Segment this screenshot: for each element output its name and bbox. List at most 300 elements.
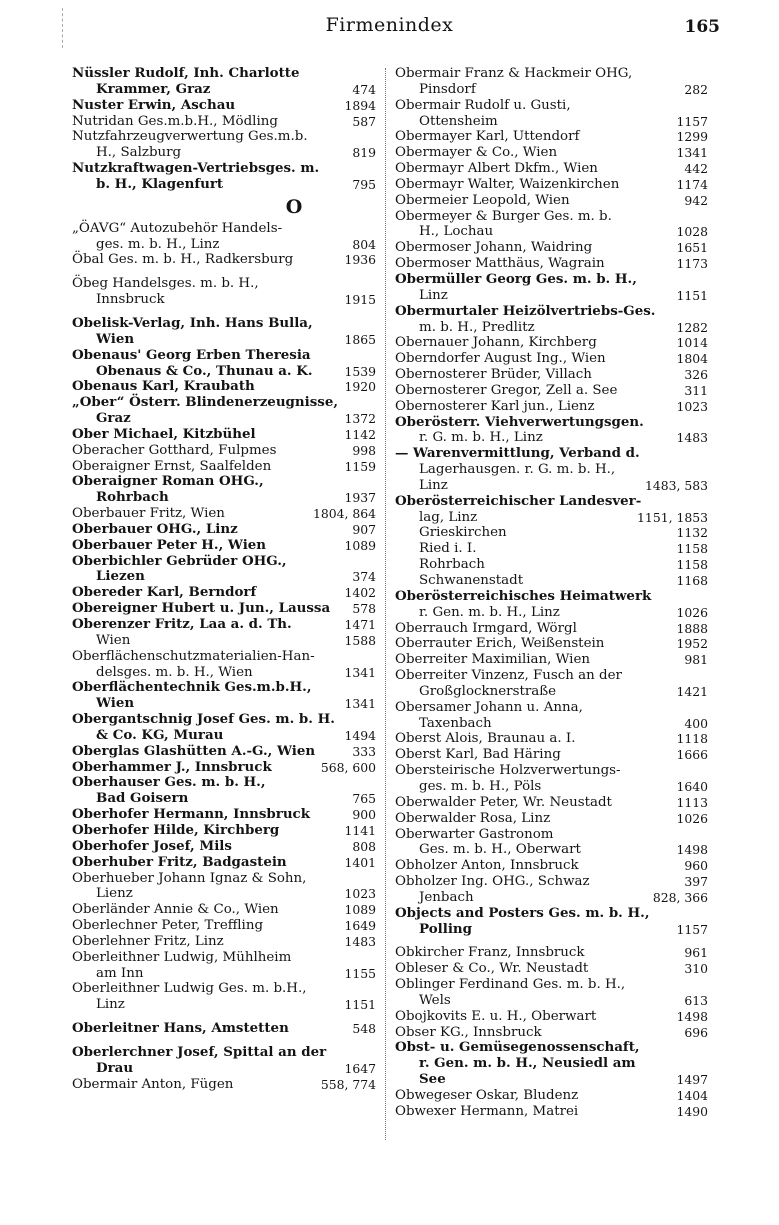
entry-name: H., Salzburg bbox=[96, 145, 182, 161]
index-entry bbox=[72, 379, 376, 395]
index-entry bbox=[72, 791, 376, 807]
entry-name: Obholzer Anton, Innsbruck bbox=[395, 858, 579, 874]
entry-name: Oberleithner Ludwig, Mühlheim bbox=[72, 949, 292, 965]
entry-page-ref: 808 bbox=[352, 838, 376, 854]
entry-name: Obersamer Johann u. Anna, bbox=[395, 699, 583, 715]
entry-page-ref: 1299 bbox=[676, 129, 708, 145]
index-entry bbox=[395, 605, 708, 621]
entry-name: Krammer, Graz bbox=[96, 80, 211, 97]
entry-page-ref: 613 bbox=[684, 992, 708, 1008]
entry-name: Oberhofer Josef, Mils bbox=[72, 837, 232, 854]
entry-name: Ried i. I. bbox=[419, 541, 477, 557]
index-entry bbox=[72, 665, 376, 681]
index-entry bbox=[395, 430, 708, 446]
entry-name: Obermayr Walter, Waizenkirchen bbox=[395, 176, 620, 192]
entry-name: Wien bbox=[96, 695, 135, 712]
entry-name: Wels bbox=[419, 992, 451, 1008]
index-entry bbox=[72, 554, 376, 570]
entry-name: Oberleitner Hans, Amstetten bbox=[72, 1020, 289, 1037]
entry-page-ref: 1804 bbox=[676, 351, 708, 367]
index-entry bbox=[395, 922, 708, 938]
index-entry bbox=[72, 601, 376, 617]
entry-name: Obernauer Johann, Kirchberg bbox=[395, 335, 597, 351]
entry-name: Obernosterer Karl jun., Lienz bbox=[395, 398, 595, 414]
entry-page-ref: 1141 bbox=[344, 822, 376, 838]
entry-name: Obenaus' Georg Erben Theresia bbox=[72, 346, 311, 363]
index-entry bbox=[395, 993, 708, 1009]
entry-name: Oberflächenschutzmaterialien-Han- bbox=[72, 648, 315, 664]
entry-page-ref: 1168 bbox=[676, 573, 708, 588]
entry-name: Lienz bbox=[96, 886, 133, 902]
entry-page-ref: 1498 bbox=[676, 842, 708, 858]
index-entry bbox=[395, 1104, 708, 1120]
entry-name: b. H., Klagenfurt bbox=[96, 175, 224, 192]
index-entry bbox=[72, 98, 376, 114]
entry-name: Nutridan Ges.m.b.H., Mödling bbox=[72, 113, 278, 129]
entry-name: ges. m. b. H., Linz bbox=[96, 236, 220, 252]
entry-page-ref: 1158 bbox=[676, 557, 708, 573]
entry-page-ref: 1937 bbox=[344, 490, 376, 506]
entry-name: Oberbauer OHG., Linz bbox=[72, 520, 238, 537]
entry-page-ref: 568, 600 bbox=[320, 759, 376, 775]
entry-page-ref: 1282 bbox=[676, 319, 708, 335]
index-entry bbox=[72, 292, 376, 308]
entry-name: Obereder Karl, Berndorf bbox=[72, 584, 257, 601]
entry-name: Obwegeser Oskar, Bludenz bbox=[395, 1088, 579, 1103]
entry-name: Oberhuber Fritz, Badgastein bbox=[72, 853, 287, 870]
right-column bbox=[395, 66, 708, 1120]
index-entry bbox=[395, 961, 708, 977]
entry-name: Obernosterer Brüder, Villach bbox=[395, 367, 592, 383]
index-entry bbox=[72, 490, 376, 506]
entry-name: Großglocknerstraße bbox=[419, 683, 557, 699]
entry-page-ref: 1341 bbox=[344, 664, 376, 680]
entry-name: Ottensheim bbox=[419, 113, 498, 129]
entry-page-ref: 1157 bbox=[676, 921, 708, 937]
entry-name: Obermurtaler Heizölvertriebs-Ges. bbox=[395, 302, 656, 319]
index-entry bbox=[72, 411, 376, 427]
entry-page-ref: 1497 bbox=[676, 1072, 708, 1088]
entry-name: Oberhauser Ges. m. b. H., bbox=[72, 774, 266, 791]
index-entry bbox=[72, 364, 376, 380]
index-entry bbox=[395, 209, 708, 225]
index-entry bbox=[395, 668, 708, 684]
entry-name: Obermüller Georg Ges. m. b. H., bbox=[395, 270, 637, 287]
index-entry bbox=[72, 981, 376, 997]
entry-page-ref: 1640 bbox=[676, 778, 708, 794]
index-entry bbox=[395, 478, 708, 494]
index-entry bbox=[395, 66, 708, 82]
index-entry bbox=[395, 145, 708, 161]
entry-name: Linz bbox=[419, 477, 448, 493]
index-entry bbox=[72, 221, 376, 237]
index-entry bbox=[395, 462, 708, 478]
entry-page-ref: 1155 bbox=[344, 965, 376, 981]
index-entry bbox=[72, 129, 376, 145]
index-entry bbox=[395, 779, 708, 795]
index-entry bbox=[395, 161, 708, 177]
index-entry bbox=[72, 332, 376, 348]
index-entry bbox=[395, 842, 708, 858]
index-entry bbox=[395, 351, 708, 367]
entry-name: Oberösterreichisches Heimatwerk bbox=[395, 587, 652, 604]
section-letter: O bbox=[285, 195, 303, 218]
index-entry bbox=[395, 415, 708, 431]
entry-name: Oberaigner Ernst, Saalfelden bbox=[72, 458, 272, 474]
entry-page-ref: 397 bbox=[684, 874, 708, 890]
entry-name: Obermeyer & Burger Ges. m. b. bbox=[395, 208, 612, 224]
index-entry bbox=[72, 316, 376, 332]
index-entry bbox=[395, 636, 708, 652]
index-entry bbox=[72, 649, 376, 665]
entry-name: Nutzfahrzeugverwertung Ges.m.b. bbox=[72, 129, 308, 145]
entry-name: „Ober“ Österr. Blindenerzeugnisse, bbox=[72, 394, 338, 411]
entry-page-ref: 333 bbox=[352, 743, 376, 759]
entry-name: Jenbach bbox=[419, 889, 474, 905]
index-entry bbox=[395, 98, 708, 114]
index-entry bbox=[395, 1040, 708, 1056]
entry-name: Obenaus Karl, Kraubath bbox=[72, 378, 255, 395]
entry-name: m. b. H., Predlitz bbox=[419, 319, 535, 335]
entry-name: Taxenbach bbox=[419, 715, 492, 731]
index-entry bbox=[72, 276, 376, 292]
entry-name: Nuster Erwin, Aschau bbox=[72, 96, 236, 113]
entry-name: Obernosterer Gregor, Zell a. See bbox=[395, 382, 618, 398]
entry-name: Oberbauer Peter H., Wien bbox=[72, 536, 267, 553]
entry-name: Obojkovits E. u. H., Oberwart bbox=[395, 1008, 597, 1024]
entry-page-ref: 1651 bbox=[676, 240, 708, 256]
entry-name: Rohrbach bbox=[96, 489, 169, 506]
index-entry bbox=[395, 763, 708, 779]
index-entry bbox=[395, 240, 708, 256]
entry-page-ref: 1936 bbox=[344, 252, 376, 268]
entry-name: Wien bbox=[96, 632, 131, 648]
entry-name: Drau bbox=[96, 1059, 134, 1076]
index-entry bbox=[395, 399, 708, 415]
entry-page-ref: 1490 bbox=[676, 1103, 708, 1119]
entry-page-ref: 1174 bbox=[676, 176, 708, 192]
index-entry bbox=[395, 874, 708, 890]
entry-page-ref: 1132 bbox=[676, 525, 708, 541]
index-entry bbox=[72, 114, 376, 130]
index-entry bbox=[395, 731, 708, 747]
index-entry bbox=[72, 712, 376, 728]
entry-name: am Inn bbox=[96, 965, 144, 981]
entry-name: Obkircher Franz, Innsbruck bbox=[395, 945, 585, 961]
entry-name: Obersteirische Holzverwertungs- bbox=[395, 763, 621, 779]
entry-page-ref: 1588 bbox=[344, 632, 376, 648]
entry-name: Oberglas Glashütten A.-G., Wien bbox=[72, 742, 316, 759]
index-entry bbox=[395, 652, 708, 668]
index-entry bbox=[72, 538, 376, 554]
entry-page-ref: 474 bbox=[352, 81, 376, 97]
entry-name: See bbox=[419, 1071, 446, 1088]
entry-page-ref: 1920 bbox=[344, 379, 376, 395]
entry-page-ref: 548 bbox=[352, 1021, 376, 1037]
entry-page-ref: 1118 bbox=[676, 731, 708, 747]
entry-name: Oblinger Ferdinand Ges. m. b. H., bbox=[395, 977, 626, 993]
entry-page-ref: 942 bbox=[684, 192, 708, 208]
entry-page-ref: 1539 bbox=[344, 363, 376, 379]
entry-page-ref: 1151, 1853 bbox=[637, 509, 708, 525]
index-entry bbox=[395, 621, 708, 637]
entry-page-ref: 1158 bbox=[676, 541, 708, 557]
index-entry bbox=[72, 617, 376, 633]
index-entry bbox=[72, 934, 376, 950]
entry-name: Bad Goisern bbox=[96, 790, 189, 807]
entry-page-ref: 1028 bbox=[676, 224, 708, 240]
entry-page-ref: 981 bbox=[684, 652, 708, 668]
index-entry bbox=[395, 82, 708, 98]
entry-page-ref: 1888 bbox=[676, 620, 708, 636]
entry-page-ref: 1089 bbox=[344, 902, 376, 918]
entry-name: Oberaigner Roman OHG., bbox=[72, 473, 264, 490]
index-entry bbox=[395, 906, 708, 922]
index-entry bbox=[395, 129, 708, 145]
entry-page-ref: 587 bbox=[352, 113, 376, 129]
index-entry bbox=[72, 807, 376, 823]
entry-page-ref: 310 bbox=[684, 961, 708, 977]
entry-name: lag, Linz bbox=[419, 509, 478, 525]
entry-page-ref: 1915 bbox=[344, 292, 376, 308]
entry-name: ges. m. b. H., Pöls bbox=[419, 778, 542, 794]
index-entry bbox=[395, 525, 708, 541]
entry-name: Oberlerchner Josef, Spittal an der bbox=[72, 1043, 327, 1060]
entry-name: Linz bbox=[419, 287, 448, 303]
spacer bbox=[395, 937, 708, 945]
index-entry bbox=[395, 541, 708, 557]
index-entry bbox=[395, 1072, 708, 1088]
entry-name: Oberländer Annie & Co., Wien bbox=[72, 902, 279, 918]
entry-name: Obleser & Co., Wr. Neustadt bbox=[395, 961, 589, 977]
entry-page-ref: 326 bbox=[684, 367, 708, 383]
entry-page-ref: 828, 366 bbox=[652, 889, 708, 905]
entry-page-ref: 1023 bbox=[676, 398, 708, 414]
entry-name: Obermayer Karl, Uttendorf bbox=[395, 129, 580, 145]
entry-name: Innsbruck bbox=[96, 292, 165, 308]
entry-name: & Co. KG, Murau bbox=[96, 726, 224, 743]
entry-page-ref: 1014 bbox=[676, 335, 708, 351]
index-entry bbox=[72, 1061, 376, 1077]
index-entry bbox=[72, 744, 376, 760]
left-column bbox=[72, 66, 376, 1092]
index-entry bbox=[72, 633, 376, 649]
entry-page-ref: 1865 bbox=[344, 331, 376, 347]
entry-name: delsges. m. b. H., Wien bbox=[96, 664, 253, 680]
entry-name: Ober Michael, Kitzbühel bbox=[72, 425, 256, 442]
index-entry bbox=[395, 320, 708, 336]
entry-page-ref: 1404 bbox=[676, 1088, 708, 1103]
index-entry bbox=[395, 811, 708, 827]
entry-page-ref: 1804, 864 bbox=[312, 506, 376, 522]
index-entry bbox=[72, 680, 376, 696]
index-entry bbox=[395, 747, 708, 763]
index-entry bbox=[72, 585, 376, 601]
index-entry bbox=[72, 902, 376, 918]
index-entry bbox=[395, 193, 708, 209]
entry-page-ref: 400 bbox=[684, 715, 708, 731]
index-entry bbox=[395, 1056, 708, 1072]
entry-page-ref: 1402 bbox=[344, 585, 376, 601]
entry-page-ref: 1151 bbox=[676, 287, 708, 303]
index-entry bbox=[72, 177, 376, 193]
entry-page-ref: 1483, 583 bbox=[644, 477, 708, 493]
entry-page-ref: 1026 bbox=[676, 810, 708, 826]
page-number: 165 bbox=[684, 17, 720, 37]
entry-name: Graz bbox=[96, 410, 131, 427]
entry-page-ref: 1023 bbox=[344, 886, 376, 902]
index-entry bbox=[395, 827, 708, 843]
entry-name: Oberösterreichischer Landesver- bbox=[395, 492, 642, 509]
entry-page-ref: 1113 bbox=[676, 794, 708, 810]
entry-name: Lagerhausgen. r. G. m. b. H., bbox=[419, 462, 616, 478]
entry-name: Oberhofer Hilde, Kirchberg bbox=[72, 821, 280, 838]
entry-page-ref: 1401 bbox=[344, 854, 376, 870]
entry-name: Oberleithner Ludwig Ges. m. b.H., bbox=[72, 981, 307, 997]
index-entry bbox=[395, 288, 708, 304]
entry-page-ref: 1483 bbox=[676, 430, 708, 446]
entry-name: Nutzkraftwagen-Vertriebsges. m. bbox=[72, 160, 320, 177]
index-entry bbox=[72, 871, 376, 887]
entry-name: Obermayer & Co., Wien bbox=[395, 145, 558, 161]
index-entry bbox=[72, 966, 376, 982]
entry-name: Oberbichler Gebrüder OHG., bbox=[72, 552, 287, 569]
index-entry bbox=[72, 506, 376, 522]
entry-page-ref: 1089 bbox=[344, 537, 376, 553]
entry-name: Ges. m. b. H., Oberwart bbox=[419, 842, 581, 858]
entry-page-ref: 1494 bbox=[344, 727, 376, 743]
entry-name: Oberndorfer August Ing., Wien bbox=[395, 351, 606, 367]
index-entry bbox=[72, 839, 376, 855]
entry-page-ref: 961 bbox=[684, 945, 708, 961]
index-entry bbox=[72, 696, 376, 712]
entry-page-ref: 1894 bbox=[344, 97, 376, 113]
entry-name: Grieskirchen bbox=[419, 525, 507, 541]
index-entry bbox=[72, 427, 376, 443]
entry-name: r. Gen. m. b. H., Linz bbox=[419, 604, 560, 620]
entry-name: Oberrauch Irmgard, Wörgl bbox=[395, 620, 577, 636]
entry-name: Oberlechner Peter, Treffling bbox=[72, 918, 264, 934]
index-entry bbox=[395, 977, 708, 993]
index-entry bbox=[395, 684, 708, 700]
entry-name: Liezen bbox=[96, 568, 145, 585]
entry-page-ref: 765 bbox=[352, 791, 376, 807]
entry-name: Obser KG., Innsbruck bbox=[395, 1024, 542, 1040]
entry-page-ref: 1498 bbox=[676, 1008, 708, 1024]
entry-name: „ÖAVG“ Autozubehör Handels- bbox=[72, 220, 283, 236]
index-entry bbox=[72, 252, 376, 268]
index-entry bbox=[395, 589, 708, 605]
index-entry bbox=[395, 795, 708, 811]
entry-page-ref: 442 bbox=[684, 161, 708, 177]
index-entry bbox=[395, 383, 708, 399]
entry-name: Obermeier Leopold, Wien bbox=[395, 192, 570, 208]
entry-name: Oberflächentechnik Ges.m.b.H., bbox=[72, 679, 312, 696]
index-entry bbox=[395, 367, 708, 383]
index-entry bbox=[395, 858, 708, 874]
index-entry bbox=[72, 1021, 376, 1037]
entry-name: Obholzer Ing. OHG., Schwaz bbox=[395, 874, 590, 890]
entry-page-ref: 907 bbox=[352, 521, 376, 537]
index-entry bbox=[72, 522, 376, 538]
entry-page-ref: 1173 bbox=[676, 256, 708, 272]
index-entry bbox=[72, 760, 376, 776]
entry-name: Rohrbach bbox=[419, 557, 485, 573]
entry-name: Objects and Posters Ges. m. b. H., bbox=[395, 904, 650, 921]
index-entry bbox=[72, 728, 376, 744]
entry-name: Wien bbox=[96, 330, 135, 347]
entry-name: Oberbauer Fritz, Wien bbox=[72, 506, 225, 522]
index-entry bbox=[72, 474, 376, 490]
entry-name: Obelisk-Verlag, Inh. Hans Bulla, bbox=[72, 314, 313, 331]
entry-page-ref: 1157 bbox=[676, 113, 708, 129]
entry-name: Obereigner Hubert u. Jun., Laussa bbox=[72, 600, 331, 617]
entry-name: Oberlehner Fritz, Linz bbox=[72, 933, 224, 949]
index-entry bbox=[72, 145, 376, 161]
index-entry bbox=[395, 557, 708, 573]
index-entry bbox=[395, 177, 708, 193]
entry-page-ref: 1471 bbox=[344, 617, 376, 632]
index-entry bbox=[395, 114, 708, 130]
page-title: Firmenindex bbox=[325, 14, 454, 36]
index-entry bbox=[395, 945, 708, 961]
entry-name: Oberst Karl, Bad Häring bbox=[395, 747, 561, 763]
entry-name: Schwanenstadt bbox=[419, 573, 524, 588]
entry-page-ref: 1647 bbox=[344, 1060, 376, 1076]
entry-page-ref: 819 bbox=[352, 145, 376, 161]
entry-name: Obermair Rudolf u. Gusti, bbox=[395, 97, 571, 113]
index-entry bbox=[395, 890, 708, 906]
entry-name: Obwexer Hermann, Matrei bbox=[395, 1103, 579, 1119]
entry-name: Pinsdorf bbox=[419, 81, 476, 97]
entry-name: Oberwalder Rosa, Linz bbox=[395, 810, 551, 826]
entry-page-ref: 1341 bbox=[344, 696, 376, 712]
index-entry bbox=[395, 1009, 708, 1025]
entry-page-ref: 1666 bbox=[676, 747, 708, 763]
index-entry bbox=[395, 700, 708, 716]
entry-name: Öbeg Handelsges. m. b. H., bbox=[72, 276, 259, 292]
entry-page-ref: 1151 bbox=[344, 997, 376, 1013]
entry-name: Polling bbox=[419, 920, 472, 937]
index-entry bbox=[395, 335, 708, 351]
entry-name: Obermayr Albert Dkfm., Wien bbox=[395, 161, 598, 177]
index-entry bbox=[72, 823, 376, 839]
entry-name: H., Lochau bbox=[419, 224, 494, 240]
index-entry bbox=[72, 569, 376, 585]
index-entry bbox=[395, 256, 708, 272]
entry-name: Oberhofer Hermann, Innsbruck bbox=[72, 806, 310, 823]
entry-name: — Warenvermittlung, Verband d. bbox=[395, 445, 640, 462]
entry-page-ref: 374 bbox=[352, 569, 376, 585]
entry-page-ref: 1341 bbox=[676, 145, 708, 161]
entry-page-ref: 1026 bbox=[676, 604, 708, 620]
index-entry bbox=[72, 1077, 376, 1093]
entry-name: Obenaus & Co., Thunau a. K. bbox=[96, 362, 313, 379]
index-entry bbox=[395, 446, 708, 462]
entry-name: Öbal Ges. m. b. H., Radkersburg bbox=[72, 252, 294, 268]
entry-page-ref: 311 bbox=[684, 382, 708, 398]
entry-name: Obermoser Matthäus, Wagrain bbox=[395, 256, 605, 272]
entry-page-ref: 578 bbox=[352, 601, 376, 617]
entry-name: Oberenzer Fritz, Laa a. d. Th. bbox=[72, 616, 292, 632]
entry-name: r. G. m. b. H., Linz bbox=[419, 430, 543, 446]
index-entry bbox=[72, 855, 376, 871]
entry-name: Obst- u. Gemüsegenossenschaft, bbox=[395, 1039, 640, 1056]
entry-name: Oberacher Gotthard, Fulpmes bbox=[72, 442, 277, 458]
index-entry bbox=[72, 82, 376, 98]
entry-name: Oberreiter Maximilian, Wien bbox=[395, 652, 591, 668]
entry-name: Oberhammer J., Innsbruck bbox=[72, 758, 272, 775]
